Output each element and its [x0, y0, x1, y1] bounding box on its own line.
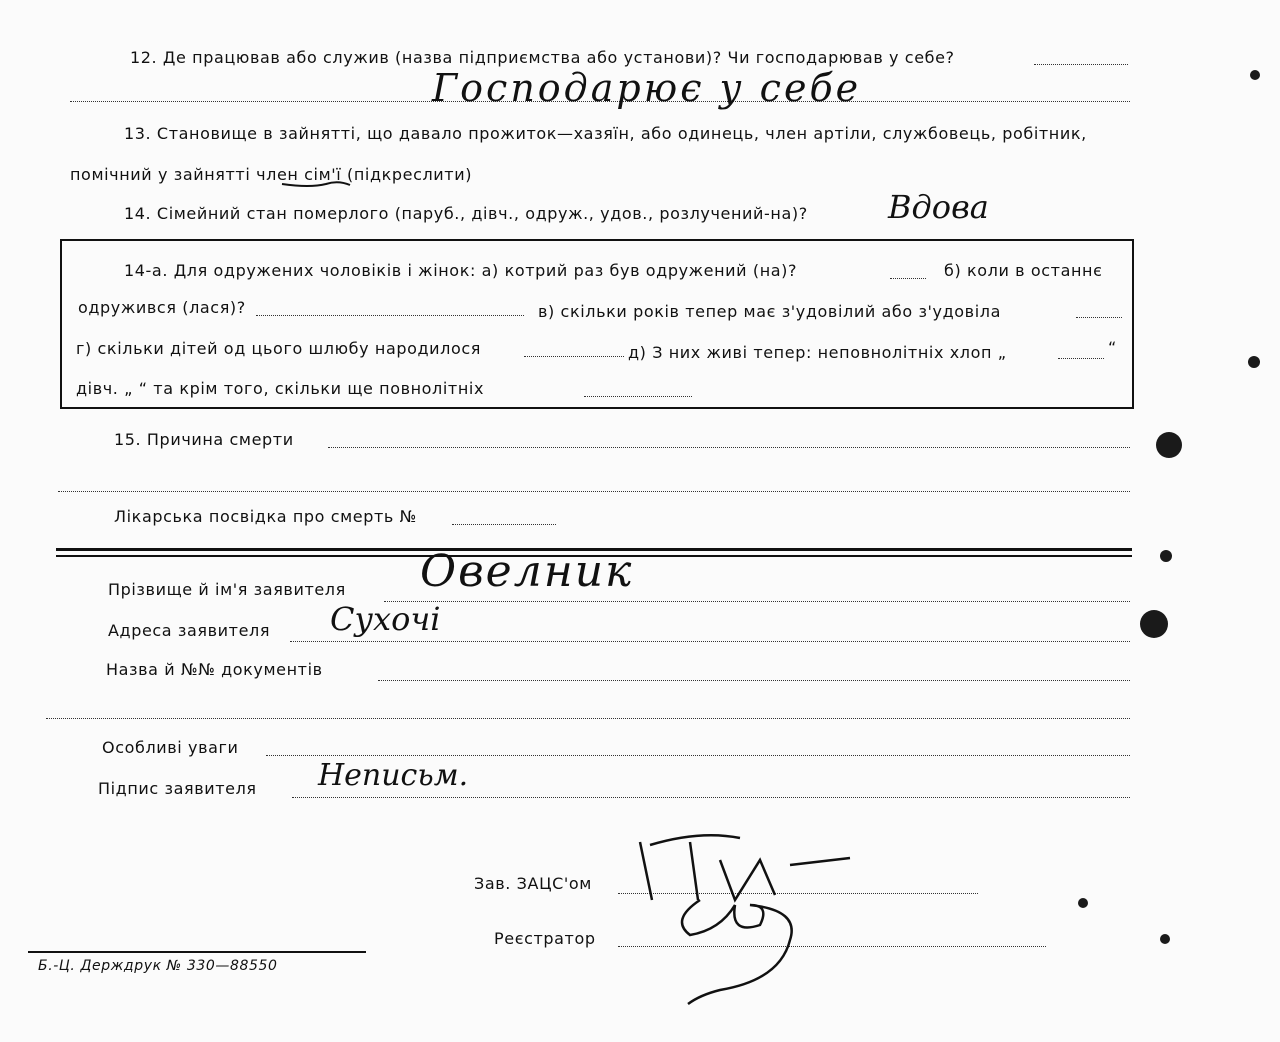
applicant-name-handwritten: Овелник	[420, 546, 634, 597]
q14a-line1b: б) коли в останнє	[944, 261, 1103, 280]
q14a-line3a: г) скільки дітей од цього шлюбу народилося	[76, 339, 481, 358]
punch-hole	[1156, 432, 1182, 458]
footer-printer-imprint: Б.-Ц. Держдрук № 330—88550	[38, 958, 278, 974]
q12-dots	[1034, 64, 1128, 65]
applicant-docs-dots-2	[46, 718, 1130, 719]
q14-handwritten-answer: Вдова	[888, 188, 989, 226]
applicant-signature-dots	[292, 797, 1130, 798]
applicant-address-label: Адреса заявителя	[108, 621, 271, 640]
official-signature-lower	[682, 900, 792, 1004]
punch-hole	[1140, 610, 1168, 638]
med-cert-dots	[452, 524, 556, 525]
q13-line1: 13. Становище в зайнятті, що давало прожиток—хазяїн, або одинець, член артіли, службовець, робітник,	[124, 124, 1087, 143]
q14a-line3c: “	[1108, 338, 1117, 357]
footer-rule	[28, 951, 366, 953]
applicant-notes-label: Особливі уваги	[102, 738, 239, 757]
applicant-signature-handwritten: Неписьм.	[318, 758, 469, 793]
applicant-signature-label: Підпис заявителя	[98, 779, 257, 798]
official-signature-upper	[640, 835, 850, 900]
applicant-docs-label: Назва й №№ документів	[106, 660, 323, 679]
applicant-docs-dots-1	[378, 680, 1130, 681]
q15-dots-2	[58, 491, 1130, 492]
applicant-name-dots	[384, 601, 1130, 602]
punch-hole	[1160, 934, 1170, 944]
q14a-dots-5	[1058, 358, 1104, 359]
q12-label: 12. Де працював або служив (назва підприємства або установи)? Чи господарював у себе?	[130, 48, 955, 67]
q14a-line1a: 14-а. Для одружених чоловіків і жінок: а) котрий раз був одружений (на)?	[124, 261, 798, 280]
q14a-dots-6	[584, 396, 692, 397]
q12-handwritten-answer: Господарює у себе	[432, 66, 862, 110]
q14a-dots-4	[524, 356, 624, 357]
punch-hole	[1248, 356, 1260, 368]
q14a-line4: дівч. „ “ та крім того, скільки ще повнолітніх	[76, 379, 485, 398]
punch-hole	[1250, 70, 1260, 80]
q14a-line2a: одружився (лася)?	[78, 298, 246, 317]
q13-line2: помічний у зайнятті член сім'ї (підкреслити)	[70, 165, 473, 184]
applicant-name-label: Прізвище й ім'я заявителя	[108, 580, 346, 599]
punch-hole	[1160, 550, 1172, 562]
office-head-label: Зав. ЗАЦС'ом	[474, 874, 592, 893]
punch-hole	[1078, 898, 1088, 908]
q14a-dots-2	[256, 315, 524, 316]
office-head-dots	[618, 893, 978, 894]
applicant-notes-dots	[266, 755, 1130, 756]
office-registrar-dots	[618, 946, 1046, 947]
q14a-line2b: в) скільки років тепер має з'удовілий або з'удовіла	[538, 302, 1001, 321]
applicant-address-dots	[290, 641, 1130, 642]
office-registrar-label: Реєстратор	[494, 929, 596, 948]
applicant-address-handwritten: Сухочі	[330, 600, 441, 638]
q15-dots-1	[328, 447, 1130, 448]
q15-label: 15. Причина смерти	[114, 430, 294, 449]
med-cert-label: Лікарська посвідка про смерть №	[114, 507, 417, 526]
q14a-line3b: д) З них живі тепер: неповнолітніх хлоп „	[628, 343, 1007, 362]
q14a-dots-3	[1076, 317, 1122, 318]
q14-label: 14. Сімейний стан померлого (паруб., дівч., одруж., удов., розлучений-на)?	[124, 204, 808, 223]
q14a-dots-1	[890, 278, 926, 279]
